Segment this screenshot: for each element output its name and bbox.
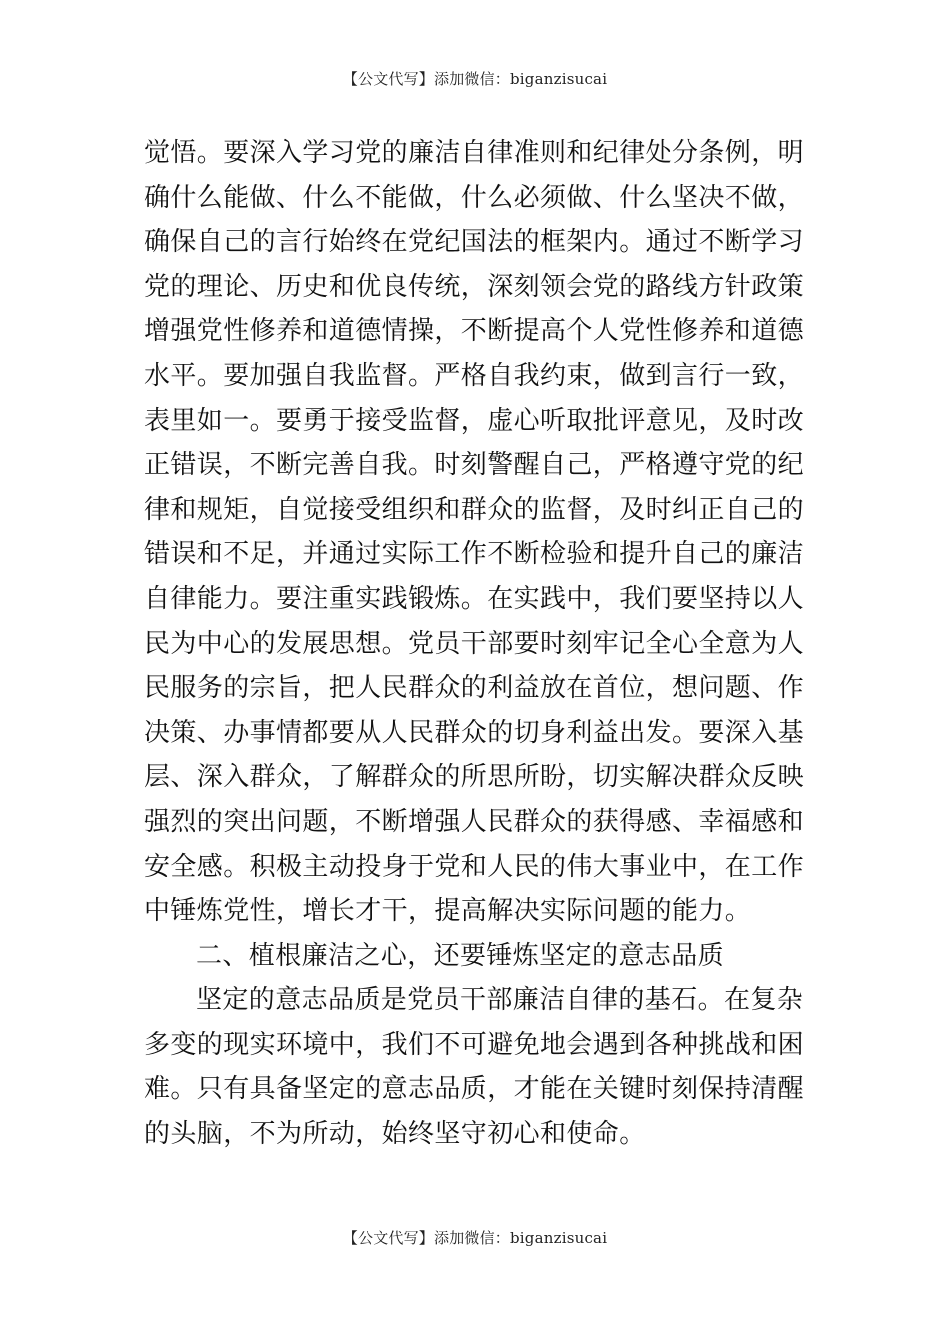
body-line: 水平。要加强自我监督。严格自我约束，做到言行一致， [144,360,805,391]
document-body [144,131,809,1157]
page-footer-watermark: 【公文代写】添加微信：biganzisucai [342,1229,608,1247]
body-line: 确什么能做、什么不能做，什么必须做、什么坚决不做， [144,182,805,213]
body-line: 正错误，不断完善自我。时刻警醒自己，严格遵守党的纪 [144,450,805,481]
body-line: 决策、办事情都要从人民群众的切身利益出发。要深入基 [144,717,805,748]
body-line: 中锤炼党性，增长才干，提高解决实际问题的能力。 [144,896,752,927]
body-line: 律和规矩，自觉接受组织和群众的监督，及时纠正自己的 [144,494,805,525]
body-line: 民为中心的发展思想。党员干部要时刻牢记全心全意为人 [144,628,805,659]
body-line: 层、深入群众，了解群众的所思所盼，切实解决群众反映 [144,762,805,793]
body-line: 错误和不足，并通过实际工作不断检验和提升自己的廉洁 [144,539,805,570]
paragraph-line: 坚定的意志品质是党员干部廉洁自律的基石。在复杂 [196,985,804,1016]
body-line: 觉悟。要深入学习党的廉洁自律准则和纪律处分条例，明 [144,138,805,168]
section-heading: 二、植根廉洁之心，还要锤炼坚定的意志品质 [196,940,725,971]
paragraph-line: 的头脑，不为所动，始终坚守初心和使命。 [144,1119,646,1150]
page-header-watermark: 【公文代写】添加微信：biganzisucai [342,70,608,88]
body-line: 增强党性修养和道德情操，不断提高个人党性修养和道德 [144,316,805,347]
body-line: 民服务的宗旨，把人民群众的利益放在首位，想问题、作 [144,673,805,704]
body-line: 确保自己的言行始终在党纪国法的框架内。通过不断学习 [144,227,805,258]
paragraph-line: 多变的现实环境中，我们不可避免地会遇到各种挑战和困 [144,1029,805,1060]
body-line: 强烈的突出问题，不断增强人民群众的获得感、幸福感和 [144,806,805,837]
body-line: 党的理论、历史和优良传统，深刻领会党的路线方针政策 [144,271,805,302]
body-line: 安全感。积极主动投身于党和人民的伟大事业中，在工作 [144,851,805,882]
body-line: 自律能力。要注重实践锻炼。在实践中，我们要坚持以人 [144,583,805,614]
paragraph-line: 难。只有具备坚定的意志品质，才能在关键时刻保持清醒 [144,1074,805,1105]
body-line: 表里如一。要勇于接受监督，虚心听取批评意见，及时改 [144,405,805,436]
